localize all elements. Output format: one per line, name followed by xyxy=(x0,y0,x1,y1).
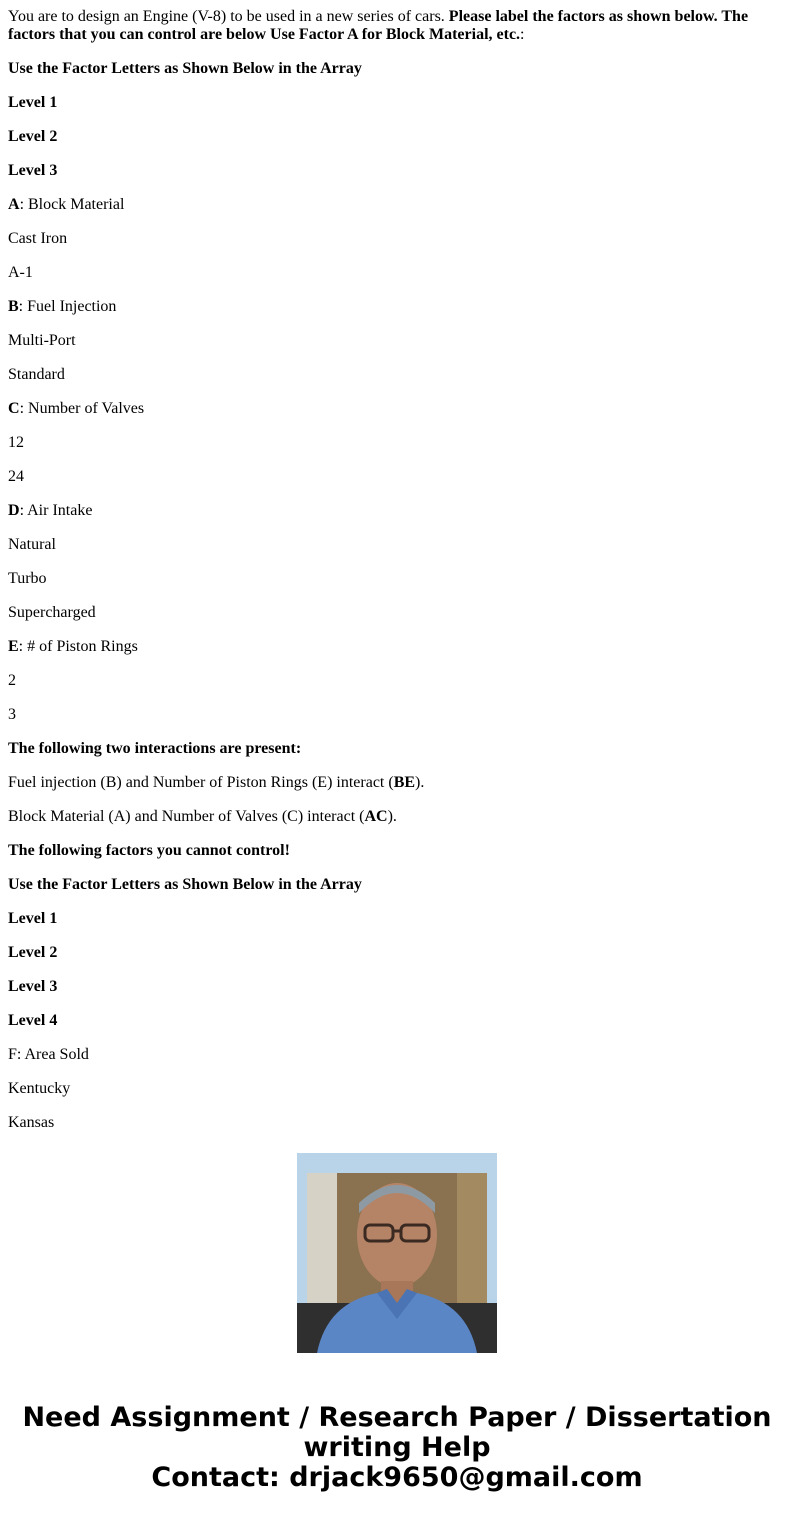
factor-value: A-1 xyxy=(8,264,33,281)
section1-heading: Use the Factor Letters as Shown Below in the Array xyxy=(8,60,362,77)
level-label: Level 4 xyxy=(8,1012,58,1029)
section2-heading: The following factors you cannot control! xyxy=(8,842,290,859)
factor-value: Turbo xyxy=(8,570,47,587)
interaction-item: Fuel injection (B) and Number of Piston Rings (E) interact (BE). xyxy=(8,774,425,791)
factor-f-label: F: Area Sold xyxy=(8,1046,89,1063)
factor-value: Supercharged xyxy=(8,604,96,621)
document-body xyxy=(8,0,786,1131)
factor-value: Standard xyxy=(8,366,65,383)
footer-line: Need Assignment / Research Paper / Dissertation xyxy=(22,1402,772,1433)
intro-bold-text: Please label the factors as shown below. The factors that you can control are below Use Factor A for Block Material, etc. xyxy=(8,8,749,43)
level-label: Level 1 xyxy=(8,94,58,111)
factor-c-label: C: Number of Valves xyxy=(8,400,145,417)
factor-value: Kentucky xyxy=(8,1080,71,1097)
factor-value: Kansas xyxy=(8,1114,55,1131)
factor-e-label: E: # of Piston Rings xyxy=(8,638,138,655)
level-label: Level 3 xyxy=(8,162,58,179)
person-photo-icon xyxy=(297,1153,497,1353)
intro-paragraph xyxy=(8,0,786,44)
factor-value: 24 xyxy=(8,468,24,485)
interactions-heading: The following two interactions are present: xyxy=(8,740,302,757)
factor-b-label: B: Fuel Injection xyxy=(8,298,117,315)
footer-contact: Contact: drjack9650@gmail.com xyxy=(151,1462,643,1493)
interaction-item: Block Material (A) and Number of Valves (C) interact (AC). xyxy=(8,808,397,825)
level-label: Level 3 xyxy=(8,978,58,995)
footer-line: writing Help xyxy=(303,1432,491,1463)
level-label: Level 2 xyxy=(8,128,58,145)
factor-a-label: A: Block Material xyxy=(8,196,125,213)
factor-value: 12 xyxy=(8,434,24,451)
factor-d-label: D: Air Intake xyxy=(8,502,93,519)
level-label: Level 2 xyxy=(8,944,58,961)
section2-subheading: Use the Factor Letters as Shown Below in the Array xyxy=(8,876,362,893)
factor-value: Multi-Port xyxy=(8,332,76,349)
factor-value: 3 xyxy=(8,706,16,723)
avatar xyxy=(297,1153,497,1353)
footer-banner xyxy=(0,1403,794,1493)
level-label: Level 1 xyxy=(8,910,58,927)
factor-value: Natural xyxy=(8,536,56,553)
intro-tail: : xyxy=(520,26,525,43)
intro-plain-text: You are to design an Engine (V-8) to be used in a new series of cars. xyxy=(8,8,449,25)
factor-value: Cast Iron xyxy=(8,230,68,247)
factor-value: 2 xyxy=(8,672,16,689)
